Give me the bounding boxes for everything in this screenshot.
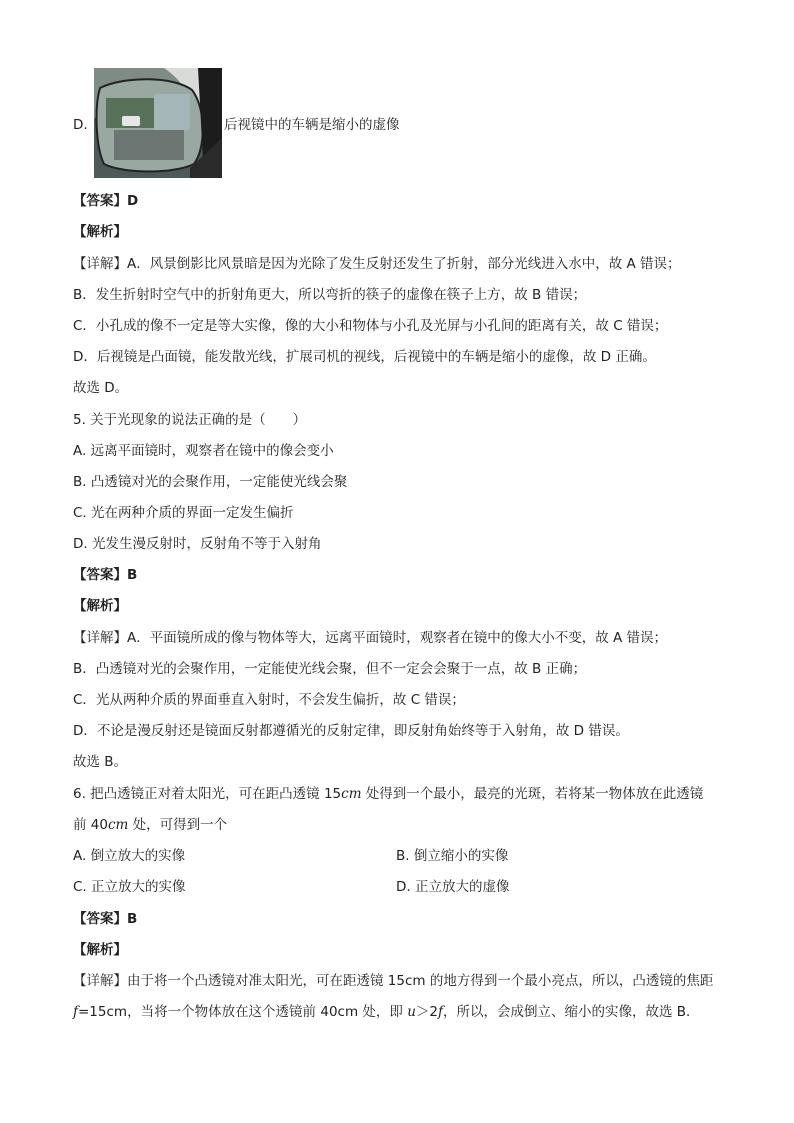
q5-detail-d: D．不论是漫反射还是镜面反射都遵循光的反射定律，即反射角始终等于入射角，故 D 错误。 (73, 723, 629, 739)
q6-option-d: D. 正立放大的虚像 (396, 879, 510, 895)
q4-analysis-heading: 【解析】 (73, 224, 127, 240)
q6-stem-2a: 前 40 (73, 817, 108, 833)
q5-detail-a: 【详解】A．平面镜所成的像与物体等大，远离平面镜时，观察者在镜中的像大小不变，故 A 错误； (73, 630, 668, 646)
q5-stem: 5. 关于光现象的说法正确的是（ ） (73, 412, 307, 428)
q6-answer: 【答案】B (73, 911, 138, 927)
q5-detail-c: C．光从两种介质的界面垂直入射时，不会发生偏折，故 C 错误； (73, 692, 465, 708)
q6-detail-u: u (407, 1004, 416, 1020)
q4-option-d-text: 后视镜中的车辆是缩小的虚像 (224, 117, 400, 133)
q6-stem-1b: 处得到一个最小，最亮的光斑，若将某一物体放在此透镜 (361, 786, 704, 802)
q6-stem-line-2 (73, 816, 227, 834)
q5-conclusion: 故选 B。 (73, 754, 128, 770)
q5-option-a: A. 远离平面镜时，观察者在镜中的像会变小 (73, 443, 334, 459)
q5-option-b: B. 凸透镜对光的会聚作用，一定能使光线会聚 (73, 474, 348, 490)
q6-detail-line-2 (73, 1003, 700, 1021)
q6-stem-1-unit: cm (341, 786, 362, 802)
q5-option-c: C. 光在两种介质的界面一定发生偏折 (73, 505, 294, 521)
q4-answer: 【答案】D (73, 193, 139, 209)
q6-detail-2f: ，所以，会成倒立、缩小的实像，故选 B． (442, 1004, 700, 1020)
q6-stem-2b: 处，可得到一个 (128, 817, 228, 833)
q4-detail-a: 【详解】A．风景倒影比风景暗是因为光除了发生反射还发生了折射，部分光线进入水中，故 A 错误； (73, 256, 681, 272)
q6-detail-f2: f (437, 1004, 443, 1020)
q5-answer: 【答案】B (73, 567, 138, 583)
q5-detail-b: B．凸透镜对光的会聚作用，一定能使光线会聚，但不一定会会聚于一点，故 B 正确； (73, 661, 587, 677)
q4-detail-d: D．后视镜是凸面镜，能发散光线，扩展司机的视线，后视镜中的车辆是缩小的虚像，故 D 正确。 (73, 349, 656, 365)
q6-option-c: C. 正立放大的实像 (73, 879, 186, 895)
q4-detail-c: C．小孔成的像不一定是等大实像，像的大小和物体与小孔及光屏与小孔间的距离有关，故 C 错误； (73, 318, 668, 334)
q6-option-b: B. 倒立缩小的实像 (396, 848, 509, 864)
q6-detail-line-1: 【详解】由于将一个凸透镜对准太阳光，可在距透镜 15cm 的地方得到一个最小亮点，所以，凸透镜的焦距 (73, 973, 714, 989)
q6-analysis-heading: 【解析】 (73, 942, 127, 958)
car-side-mirror-photo (94, 68, 222, 178)
q5-analysis-heading: 【解析】 (73, 598, 127, 614)
q4-conclusion: 故选 D。 (73, 380, 129, 396)
q6-stem-2-unit: cm (107, 817, 129, 833)
q6-detail-2b: =15cm，当将一个物体放在这个透镜前 40cm 处，即 (78, 1004, 408, 1020)
q4-option-d-letter: D. (73, 117, 88, 133)
q6-option-a: A. 倒立放大的实像 (73, 848, 186, 864)
q6-detail-2d: ＞2 (415, 1004, 438, 1020)
q6-detail-f: f (73, 1004, 78, 1020)
q6-stem-line-1 (73, 785, 703, 803)
q4-detail-b: B．发生折射时空气中的折射角更大，所以弯折的筷子的虚像在筷子上方，故 B 错误； (73, 287, 587, 303)
q5-option-d: D. 光发生漫反射时，反射角不等于入射角 (73, 536, 322, 552)
q6-stem-1a: 6. 把凸透镜正对着太阳光，可在距凸透镜 15 (73, 786, 342, 802)
